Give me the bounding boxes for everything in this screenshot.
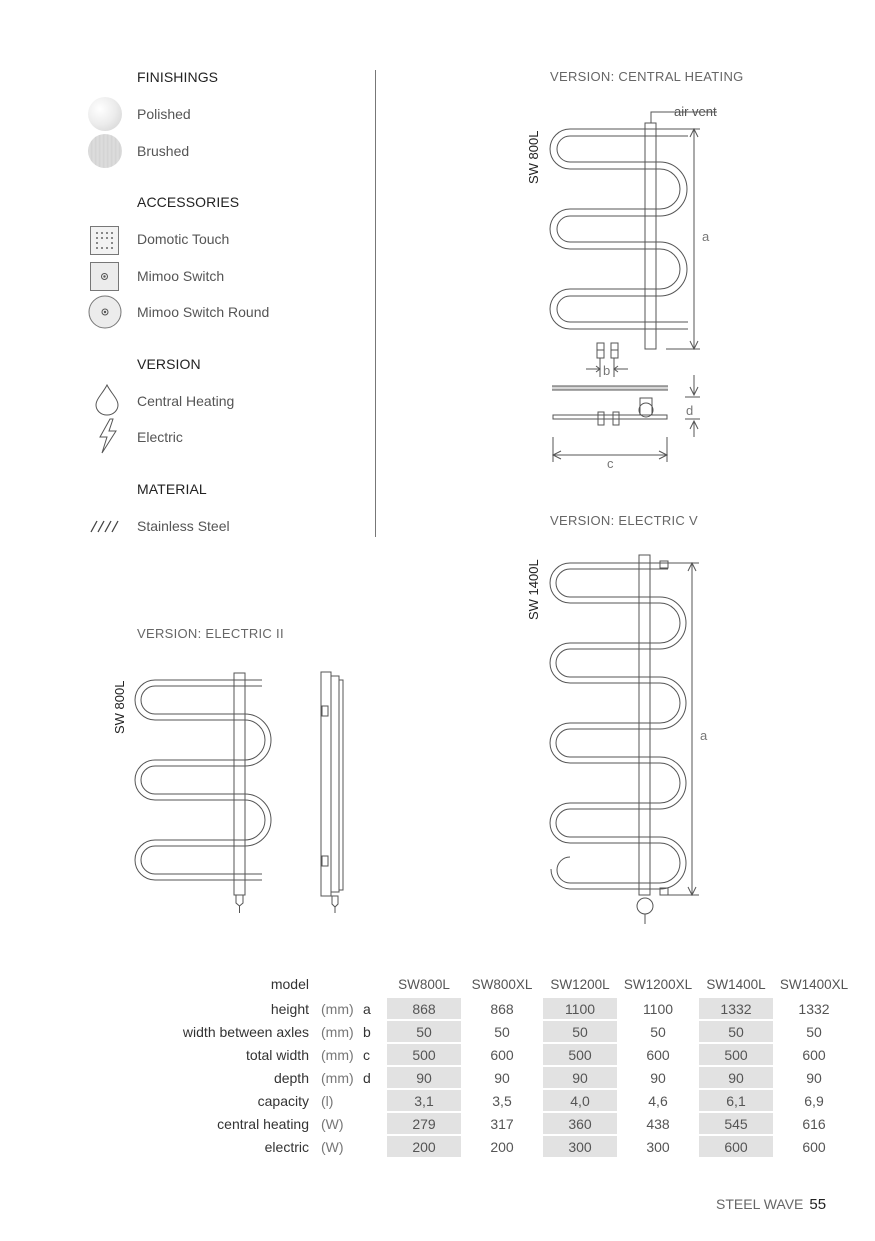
cell: 438	[646, 1115, 670, 1132]
row-label: central heating	[217, 1115, 309, 1132]
table-row	[144, 1067, 851, 1088]
cell: 50	[806, 1023, 822, 1040]
row-key	[361, 1090, 383, 1111]
cell: 200	[387, 1136, 461, 1157]
central-heating-model: SW 800L	[526, 130, 541, 184]
table-row	[144, 1044, 851, 1065]
electric-ii-model: SW 800L	[112, 680, 127, 734]
table-row	[144, 1136, 851, 1157]
footer-product-name: STEEL WAVE	[716, 1196, 804, 1212]
column-header: SW800L	[398, 976, 450, 992]
table-row	[144, 1090, 851, 1111]
electric-ii-title: VERSION: ELECTRIC II	[137, 626, 284, 641]
row-label: width between axles	[182, 1023, 309, 1040]
column-header: SW800XL	[471, 976, 533, 992]
cell: 300	[646, 1138, 670, 1155]
cell: 90	[806, 1069, 822, 1086]
cell: 868	[387, 998, 461, 1019]
page-number: 55	[809, 1196, 827, 1213]
electric-v-title: VERSION: ELECTRIC V	[550, 513, 699, 528]
row-unit: (mm)	[321, 1000, 354, 1017]
cell: 6,1	[699, 1090, 773, 1111]
central-heating-title: VERSION: CENTRAL HEATING	[550, 69, 744, 84]
cell: 50	[543, 1021, 617, 1042]
column-header: SW1400XL	[779, 976, 849, 992]
cell: 90	[650, 1069, 666, 1086]
row-label: capacity	[257, 1092, 309, 1109]
row-key: d	[363, 1069, 371, 1086]
row-key: c	[363, 1046, 370, 1063]
cell: 545	[699, 1113, 773, 1134]
row-unit: (mm)	[321, 1069, 354, 1086]
finish-polished-label: Polished	[137, 106, 191, 122]
cell: 4,6	[648, 1092, 668, 1109]
cell: 500	[543, 1044, 617, 1065]
column-header: SW1200XL	[623, 976, 693, 992]
cell: 200	[490, 1138, 514, 1155]
row-key	[361, 1136, 383, 1157]
cell: 600	[490, 1046, 514, 1063]
accessories-heading: ACCESSORIES	[137, 194, 240, 210]
dimension-d-label: d	[686, 403, 694, 418]
electric-v-dimension-a-label: a	[700, 728, 708, 743]
header-key-cell	[361, 972, 383, 996]
row-unit: (l)	[321, 1092, 334, 1109]
dimension-c-label: c	[607, 456, 614, 471]
row-unit: (mm)	[321, 1046, 354, 1063]
specs-table	[140, 970, 855, 1159]
cell: 300	[543, 1136, 617, 1157]
row-unit: (mm)	[321, 1023, 354, 1040]
cell: 360	[543, 1113, 617, 1134]
version-electric-label: Electric	[137, 429, 183, 445]
cell: 1100	[642, 1000, 674, 1017]
row-label: total width	[245, 1046, 309, 1063]
page-footer	[716, 1196, 826, 1213]
cell: 50	[387, 1021, 461, 1042]
cell: 1332	[699, 998, 773, 1019]
header-unit-cell	[319, 972, 357, 996]
cell: 6,9	[804, 1092, 824, 1109]
column-header: SW1200L	[550, 976, 610, 992]
table-row	[144, 1021, 851, 1042]
material-stainless-label: Stainless Steel	[137, 518, 230, 534]
cell: 3,1	[387, 1090, 461, 1111]
row-unit: (W)	[321, 1115, 344, 1132]
accessory-mimoo-round-label: Mimoo Switch Round	[137, 304, 270, 320]
material-heading: MATERIAL	[137, 481, 207, 497]
column-header: SW1400L	[706, 976, 766, 992]
cell: 90	[699, 1067, 773, 1088]
cell: 90	[387, 1067, 461, 1088]
cell: 500	[387, 1044, 461, 1065]
cell: 90	[494, 1069, 510, 1086]
cell: 90	[543, 1067, 617, 1088]
row-label: height	[270, 1000, 309, 1017]
row-unit: (W)	[321, 1138, 344, 1155]
header-model-label: model	[270, 976, 309, 992]
row-key: a	[363, 1000, 371, 1017]
version-heading: VERSION	[137, 356, 201, 372]
table-row	[144, 998, 851, 1019]
cell: 600	[802, 1046, 826, 1063]
row-label: electric	[264, 1138, 309, 1155]
accessory-domotic-label: Domotic Touch	[137, 231, 230, 247]
electric-v-model: SW 1400L	[526, 559, 541, 620]
air-vent-label: air vent	[674, 104, 717, 119]
cell: 1332	[798, 1000, 830, 1017]
row-label: depth	[273, 1069, 309, 1086]
dimension-a-label: a	[702, 229, 710, 244]
cell: 600	[699, 1136, 773, 1157]
cell: 279	[387, 1113, 461, 1134]
table-row	[144, 1113, 851, 1134]
finish-brushed-label: Brushed	[137, 143, 190, 159]
cell: 600	[646, 1046, 670, 1063]
accessory-mimoo-label: Mimoo Switch	[137, 268, 225, 284]
cell: 616	[802, 1115, 826, 1132]
cell: 600	[802, 1138, 826, 1155]
row-key: b	[363, 1023, 371, 1040]
row-key	[361, 1113, 383, 1134]
dimension-b-label: b	[603, 363, 611, 378]
cell: 1100	[543, 998, 617, 1019]
cell: 500	[699, 1044, 773, 1065]
cell: 50	[650, 1023, 666, 1040]
cell: 317	[490, 1115, 514, 1132]
cell: 50	[494, 1023, 510, 1040]
cell: 50	[699, 1021, 773, 1042]
specs-header-row	[144, 972, 851, 996]
version-central-heating-label: Central Heating	[137, 393, 235, 409]
cell: 3,5	[492, 1092, 512, 1109]
cell: 868	[490, 1000, 514, 1017]
cell: 4,0	[543, 1090, 617, 1111]
finishings-heading: FINISHINGS	[137, 69, 219, 85]
